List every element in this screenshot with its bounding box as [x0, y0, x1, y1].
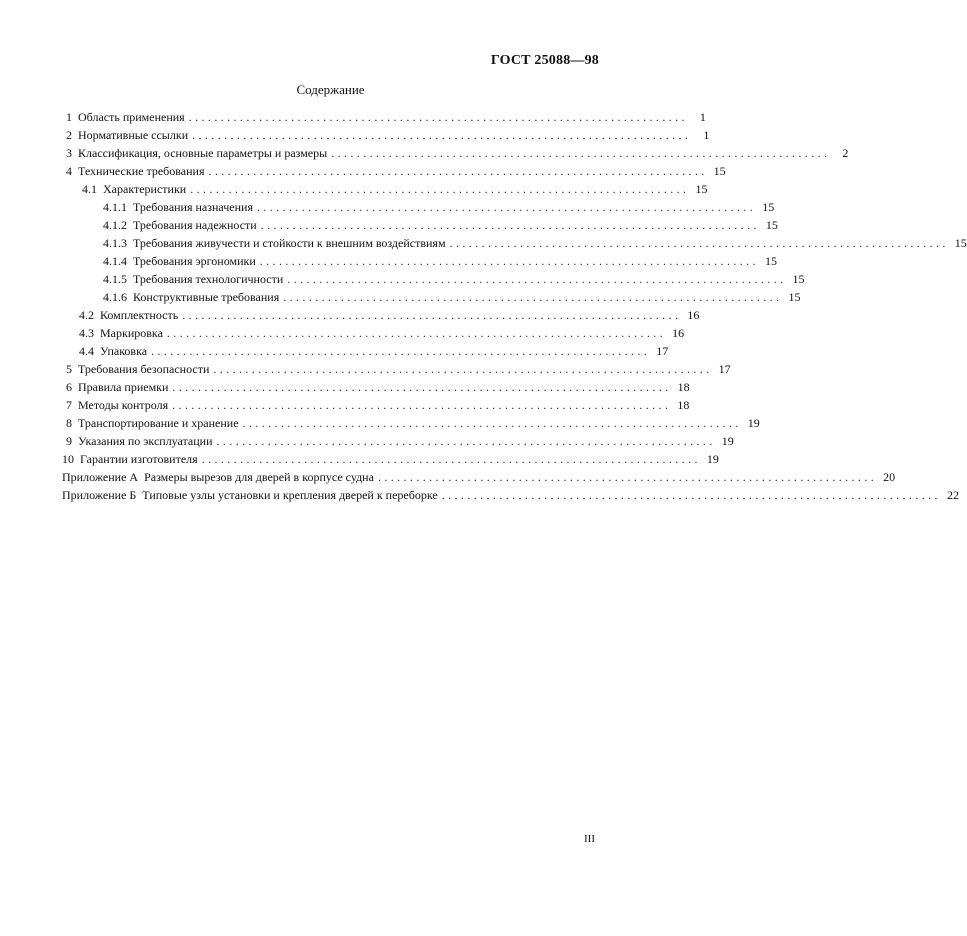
toc-entry-4-1-5[interactable]: 4.1.5 Требования технологичности .............................................................................. 15	[103, 272, 805, 286]
dot-leader: ..............................................................................	[256, 200, 757, 214]
toc-entry-3[interactable]: 3 Классификация, основные параметры и размеры .............................................................................. 2	[66, 146, 849, 160]
dot-leader: ..............................................................................	[216, 434, 716, 448]
toc-entry-5[interactable]: 5 Требования безопасности .............................................................................. 17	[66, 362, 731, 376]
dot-leader: ..............................................................................	[182, 308, 682, 322]
toc-entry-8[interactable]: 8 Транспортирование и хранение .............................................................................. 19	[66, 416, 760, 430]
toc-entry-6[interactable]: 6 Правила приемки .............................................................................. 18	[66, 380, 690, 394]
dot-leader: ..............................................................................	[166, 326, 667, 340]
toc-entry-4-1-3[interactable]: 4.1.3 Требования живучести и стойкости к внешним воздействиям .............................................................................. 15	[103, 236, 967, 250]
toc-title: Содержание	[296, 82, 365, 97]
dot-leader: ..............................................................................	[213, 362, 713, 376]
toc-entry-7[interactable]: 7 Методы контроля .............................................................................. 18	[66, 398, 690, 412]
dot-leader: ..............................................................................	[377, 470, 878, 484]
dot-leader: ..............................................................................	[201, 452, 701, 466]
toc-entry-4-2[interactable]: 4.2 Комплектность .............................................................................. 16	[79, 308, 700, 322]
dot-leader: ..............................................................................	[208, 164, 708, 178]
toc-entry-appendix-b[interactable]: Приложение Б Типовые узлы установки и крепления дверей к переборке .............................................................................. 22	[62, 488, 959, 502]
dot-leader: ..............................................................................	[192, 128, 692, 142]
toc-entry-4-1-1[interactable]: 4.1.1 Требования назначения .............................................................................. 15	[103, 200, 775, 214]
toc-entry-4[interactable]: 4 Технические требования .............................................................................. 15	[66, 164, 726, 178]
toc-entry-10[interactable]: 10 Гарантии изготовителя .............................................................................. 19	[62, 452, 719, 466]
dot-leader: ..............................................................................	[242, 416, 742, 430]
dot-leader: ..............................................................................	[331, 146, 831, 160]
toc-entry-2[interactable]: 2 Нормативные ссылки .............................................................................. 1	[66, 128, 710, 142]
page-number: III	[584, 833, 595, 845]
toc-entry-1[interactable]: 1 Область применения .............................................................................. 1	[66, 110, 706, 124]
toc-entry-4-1-6[interactable]: 4.1.6 Конструктивные требования .............................................................................. 15	[103, 290, 801, 304]
dot-leader: ..............................................................................	[259, 254, 759, 268]
toc-entry-4-1-2[interactable]: 4.1.2 Требования надежности .............................................................................. 15	[103, 218, 778, 232]
dot-leader: ..............................................................................	[449, 236, 949, 250]
toc-entry-4-3[interactable]: 4.3 Маркировка .............................................................................. 16	[79, 326, 685, 340]
dot-leader: ..............................................................................	[283, 290, 783, 304]
dot-leader: ..............................................................................	[287, 272, 787, 286]
toc-entry-appendix-a[interactable]: Приложение А Размеры вырезов для дверей в корпусе судна .............................................................................. 20	[62, 470, 896, 484]
toc-entry-4-1[interactable]: 4.1 Характеристики .............................................................................. 15	[82, 182, 708, 196]
dot-leader: ..............................................................................	[188, 110, 688, 124]
toc-entry-4-4[interactable]: 4.4 Упаковка .............................................................................. 17	[79, 344, 669, 358]
dot-leader: ..............................................................................	[172, 398, 672, 412]
dot-leader: ..............................................................................	[190, 182, 690, 196]
dot-leader: ..............................................................................	[151, 344, 651, 358]
toc-entry-9[interactable]: 9 Указания по эксплуатации .............................................................................. 19	[66, 434, 734, 448]
document-code: ГОСТ 25088—98	[490, 53, 599, 68]
toc-entry-4-1-4[interactable]: 4.1.4 Требования эргономики .............................................................................. 15	[103, 254, 777, 268]
dot-leader: ..............................................................................	[172, 380, 672, 394]
dot-leader: ..............................................................................	[260, 218, 760, 232]
dot-leader: ..............................................................................	[441, 488, 941, 502]
